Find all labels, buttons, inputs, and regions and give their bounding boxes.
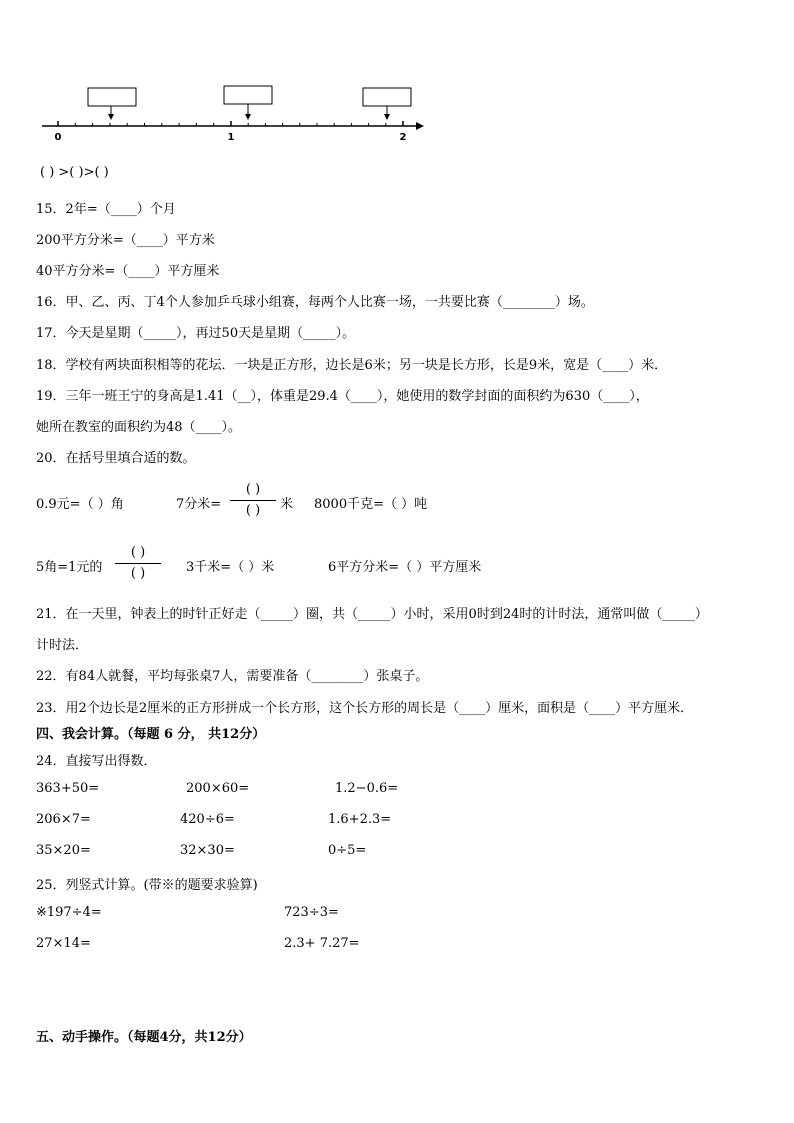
fraction-r2-num[interactable]: ( )	[130, 545, 146, 560]
q25-title: 25．列竖式计算。(带※的题要求验算)	[36, 878, 258, 893]
answer-box-3[interactable]	[363, 88, 411, 106]
q20-r2c: 6平方分米=（ ）平方厘米	[328, 560, 482, 575]
q25-r2c2: 2.3+ 7.27=	[284, 936, 360, 951]
fraction-r2	[115, 543, 161, 584]
tick-label-2: 2	[399, 132, 407, 143]
q24-r1c2: 200×60=	[186, 781, 250, 796]
q20-r1a: 0.9元=（ ）角	[36, 497, 124, 512]
arrow-head-3	[384, 114, 390, 120]
q19-line1: 19．三年一班王宁的身高是1.41（__），体重是29.4（____），她使用的数学封面的面积约为630（____），	[36, 389, 649, 404]
q25-r1c1: ※197÷4=	[36, 905, 102, 920]
q24-r1c1: 363+50=	[36, 781, 100, 796]
fraction-r2-den[interactable]: ( )	[130, 566, 146, 581]
q24-r2c2: 420÷6=	[180, 812, 235, 827]
answer-box-2[interactable]	[224, 86, 272, 104]
tick-label-1: 1	[227, 132, 235, 143]
q24-r3c3: 0÷5=	[328, 843, 367, 858]
q24-r3c2: 32×30=	[180, 843, 235, 858]
q24-r2c1: 206×7=	[36, 812, 91, 827]
q20-r2b: 3千米=（ ）米	[186, 560, 275, 575]
q20-r1b: 7分米=	[176, 497, 222, 512]
axis-ticks	[58, 121, 403, 126]
arrow-head-2	[245, 114, 251, 120]
fraction-r1-num[interactable]: ( )	[245, 482, 261, 497]
q20-r1c: 8000千克=（ ）吨	[314, 497, 428, 512]
q23: 23．用2个边长是2厘米的正方形拼成一个长方形，这个长方形的周长是（____）厘米，面积是（____）平方厘米．	[36, 701, 694, 716]
q20-r1b-unit: 米	[280, 497, 294, 512]
q22: 22．有84人就餐，平均每张桌7人，需要准备（________）张桌子。	[36, 669, 429, 684]
q18: 18．学校有两块面积相等的花坛．一块是正方形，边长是6米；另一块是长方形，长是9米，宽是（____）米．	[36, 358, 668, 373]
arrow-head-1	[108, 114, 114, 120]
section-4-heading: 四、我会计算。（每题 6 分， 共12分）	[36, 727, 266, 742]
q15-line2: 200平方分米=（____）平方米	[36, 233, 215, 248]
fraction-r1-den[interactable]: ( )	[245, 503, 261, 518]
q25-r1c2: 723÷3=	[284, 905, 339, 920]
q15-line1: 15．2年=（____）个月	[36, 202, 176, 217]
axis-arrow-head	[416, 122, 424, 130]
tick-label-0: 0	[54, 132, 62, 143]
q20-title: 20．在括号里填合适的数。	[36, 451, 196, 466]
q17: 17．今天是星期（_____），再过50天是星期（_____）。	[36, 326, 356, 341]
answer-box-1[interactable]	[88, 88, 136, 106]
q21-line1: 21．在一天里，钟表上的时针正好走（_____）圈，共（_____）小时，采用0时到24时的计时法，通常叫做（_____）	[36, 607, 708, 622]
q16: 16．甲、乙、丙、丁4个人参加乒乓球小组赛，每两个人比赛一场，一共要比赛（________）场。	[36, 295, 594, 310]
q24-r2c3: 1.6+2.3=	[328, 812, 392, 827]
q25-r2c1: 27×14=	[36, 936, 91, 951]
q19-line2: 她所在教室的面积约为48（____）。	[36, 420, 242, 435]
q15-line3: 40平方分米=（____）平方厘米	[36, 264, 220, 279]
section-5-heading: 五、动手操作。（每题4分，共12分）	[36, 1030, 252, 1045]
q20-r2a: 5角=1元的	[36, 560, 103, 575]
fraction-r1	[230, 480, 276, 521]
q24-title: 24．直接写出得数．	[36, 754, 157, 769]
q21-line2: 计时法．	[36, 638, 89, 653]
q24-r3c1: 35×20=	[36, 843, 91, 858]
compare-line: ( ) >( )>( )	[40, 165, 109, 180]
number-line-figure	[36, 80, 436, 146]
q24-r1c3: 1.2−0.6=	[335, 781, 399, 796]
